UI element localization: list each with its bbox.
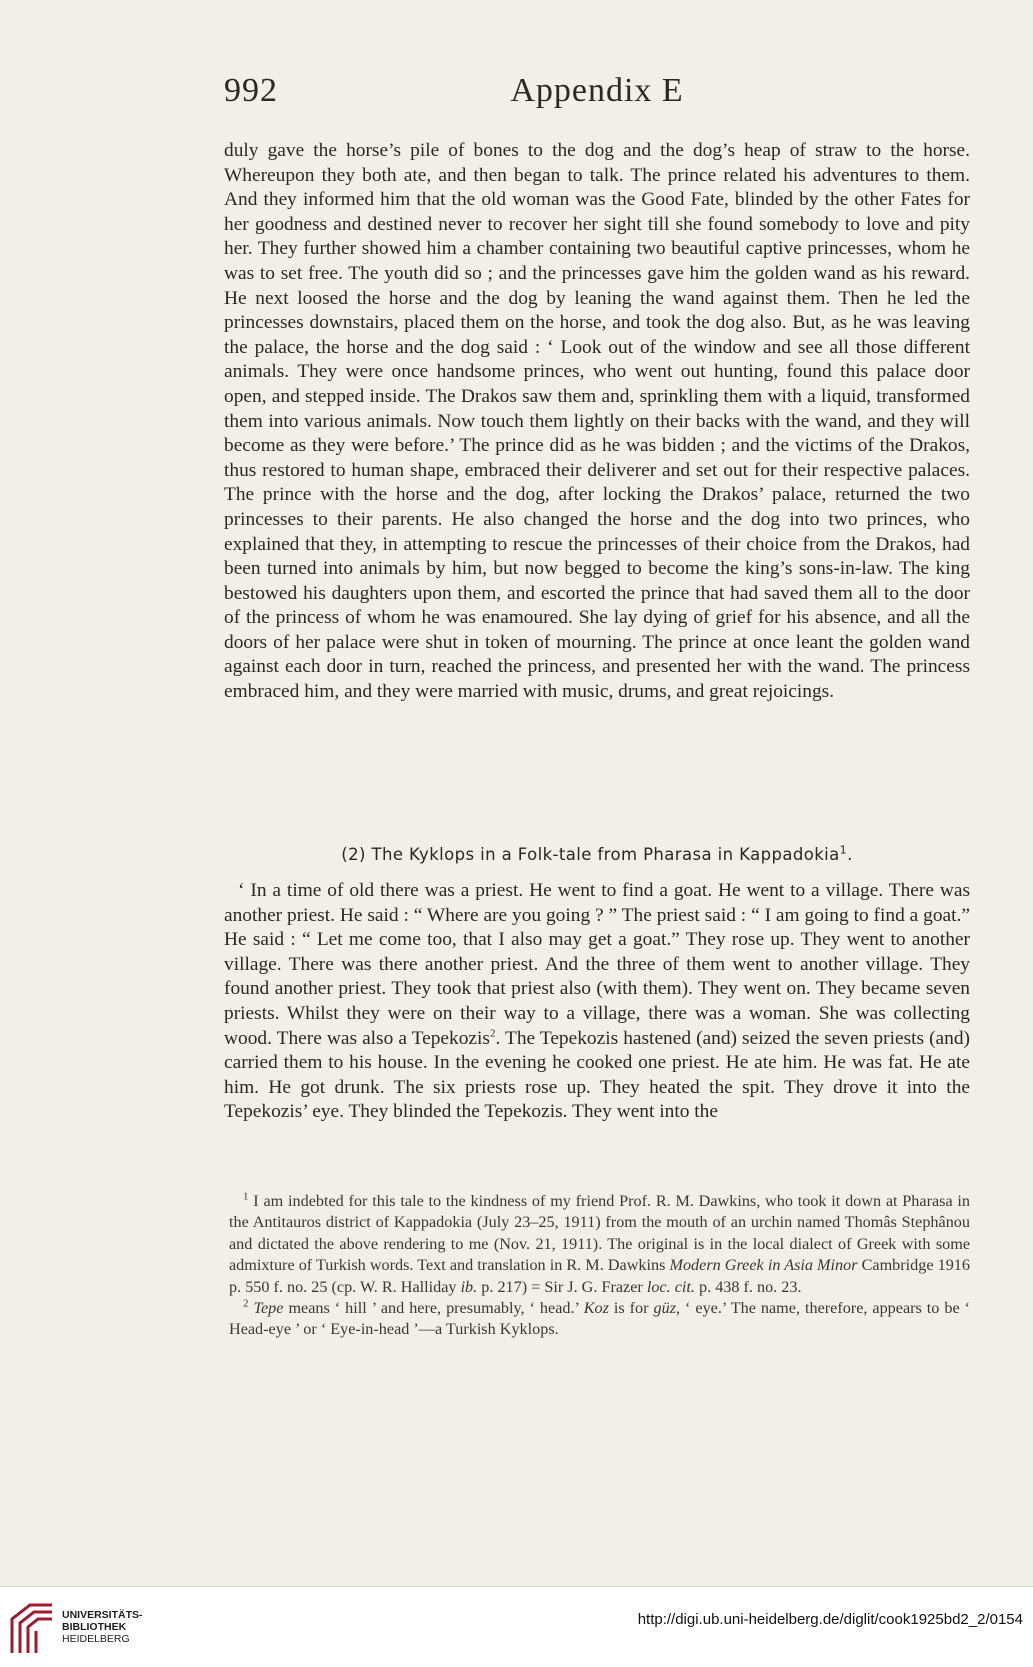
footnote-ref-2[interactable]: 2: [489, 1027, 496, 1040]
footnote-1-book-title: Modern Greek in Asia Minor: [669, 1256, 858, 1275]
library-name: [62, 1609, 143, 1645]
footnote-1-text-d: p. 438 f. no. 23.: [694, 1277, 802, 1296]
footnote-1-text-c: p. 217) = Sir J. G. Frazer: [477, 1277, 647, 1296]
library-name-line-2: BIBLIOTHEK: [62, 1621, 127, 1633]
page-number: 992: [224, 72, 278, 109]
tale-paragraph: [224, 879, 970, 1125]
body-text: [224, 139, 970, 705]
page-header: [224, 72, 970, 122]
footnote-2-guz: güz: [653, 1299, 676, 1318]
body-paragraph: duly gave the horse’s pile of bones to the dog and the dog’s heap of straw to the horse. Whereupon they both ate, and then began to talk. The prince related his adventures to them. And they informed him that the old woman was the Good Fate, blinded by the other Fates for her goodness and destined never to recover her sight till she found somebody to love and pity her. They further showed him a chamber containing two beautiful captive princesses, whom he was to set free. The youth did so ; and the princesses gave him the golden wand as his reward. He next loosed the horse and the dog by leaning the wand against them. Then he led the princesses downstairs, placed them on the horse, and took the dog also. But, as he was leaving the palace, the horse and the dog said : ‘ Look out of the window and see all those different animals. They were once handsome princes, who went out hunting, found this palace door open, and stepped inside. The Drakos saw them and, sprinkling them with a liquid, transformed them into various animals. Now touch them lightly on their backs with the wand, and they will become as they were before.’ The prince did as he was bidden ; and the victims of the Drakos, thus restored to human shape, embraced their deliverer and set out for their respective palaces. The prince with the horse and the dog, after locking the Drakos’ palace, returned the two princesses to their parents. He also changed the horse and the dog into two princes, who explained that they, in attempting to rescue the princesses of their choice from the Drakos, had been turned into animals by him, but now begged to become the king’s sons-in-law. The king bestowed his daughters upon them, and escorted the prince that had saved them all to the door of the princess of whom he was enamoured. She lay dying of grief for his absence, and all the doors of her palace were shut in token of mourning. The prince at once leant the golden wand against each door in turn, reached the princess, and presented her with the wand. The princess embraced him, and they were married with music, drums, and great rejoicings.: [224, 140, 970, 703]
footnote-2-mark: 2: [243, 1297, 249, 1310]
university-library-logo-icon[interactable]: [8, 1597, 56, 1655]
footnote-1-text-a: I am indebted for this tale to the kindness of my friend Prof. R. M. Dawkins, who took it down at Pharasa in the Antitauros district of Kappadokia (July 23–25, 1911) from the mouth of an urchin named Thomâs Stephânou and dictated the above rendering to me (Nov. 21, 1911). The original is in the local dialect of Greek with some admixture of Turkish words. Text and translation in R. M. Dawkins: [229, 1192, 971, 1275]
footnotes: [229, 1191, 970, 1341]
footnote-1-loccit: loc. cit.: [646, 1277, 695, 1296]
library-name-line-1: UNIVERSITÄTS-: [62, 1609, 143, 1621]
footnote-ref-1[interactable]: 1: [839, 843, 848, 857]
footnote-2-text-b: is for: [608, 1299, 654, 1318]
footnote-1-text-b: Cambridge 1916 p. 550 f. no. 25 (cp. W. R. Halliday: [229, 1256, 970, 1296]
footnote-1-mark: 1: [243, 1190, 249, 1203]
section-heading: (2) The Kyklops in a Folk-tale from Pharasa in Kappadokia$^1$.: [341, 843, 853, 864]
tale-text-part2: . The Tepekozis hastened (and) seized the seven priests (and) carried them to his house. In the evening he cooked one priest. He ate him. He was fat. He ate him. He got drunk. The six priests rose up. They heated the spit. They drove it into the Tepekozis’ eye. They blinded the Tepekozis. They went into the: [224, 1027, 971, 1123]
footnote-2-text-c: , ‘ eye.’ The name, therefore, appears to be ‘ Head-eye ’ or ‘ Eye-in-head ’—a Turkish Kyklops.: [229, 1299, 971, 1339]
footnote-2-tepe: Tepe: [253, 1299, 284, 1318]
footnote-2: [229, 1298, 970, 1341]
footnote-2-koz: Koz: [583, 1299, 609, 1318]
source-url-link[interactable]: http://digi.ub.uni-heidelberg.de/diglit/cook1925bd2_2/0154: [637, 1611, 1023, 1628]
viewer-footer: [0, 1586, 1033, 1667]
library-name-line-3: HEIDELBERG: [62, 1633, 130, 1645]
running-title: Appendix E: [510, 72, 684, 109]
footnote-2-text-a: means ‘ hill ’ and here, presumably, ‘ head.’: [283, 1299, 584, 1318]
footnote-1: [229, 1191, 970, 1298]
section-heading-text: (2) The Kyklops in a Folk-tale from Pharasa in Kappadokia: [341, 845, 840, 864]
tale-text: [224, 879, 970, 1125]
tale-text-part1: ‘ In a time of old there was a priest. He went to find a goat. He went to a village. There was another priest. He said : “ Where are you going ? ” The priest said : “ I am going to find a goat.” He said : “ Let me come too, that I also may get a goat.” They rose up. They went to another village. There was there another priest. And the three of them went to another village. They found another priest. They took that priest also (with them). They went on. They became seven priests. Whilst they were on their way to a village, there was a woman. She was collecting wood. There was also a Tepekozis: [224, 880, 970, 1049]
footnote-1-ib: ib.: [460, 1277, 478, 1296]
